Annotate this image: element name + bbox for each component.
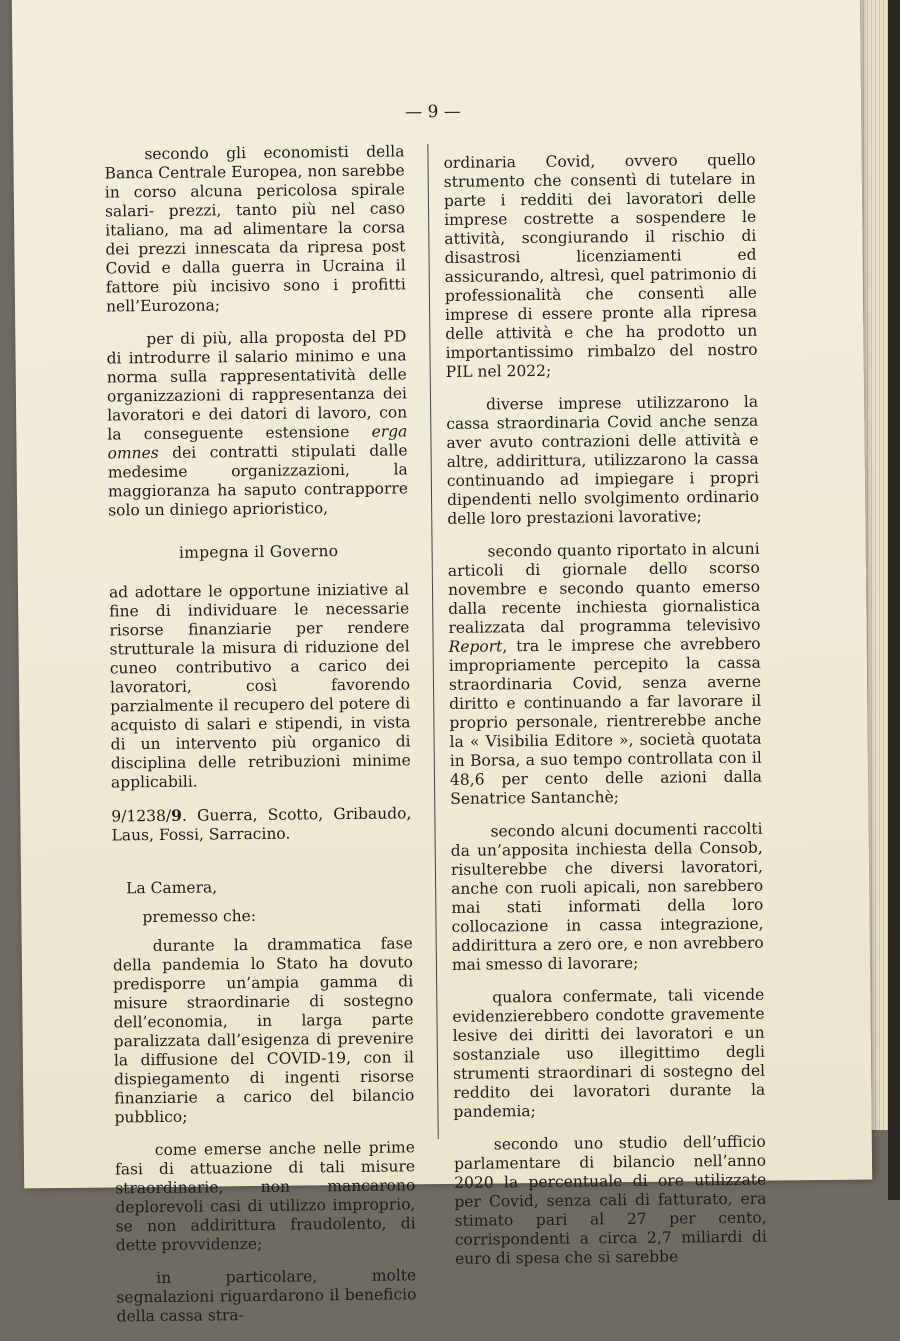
paragraph: in particolare, molte segnalazioni riguardarono il beneficio della cassa stra- [116, 1266, 417, 1326]
paragraph: secondo uno studio dell’ufficio parlamentare di bilancio nell’anno 2020 la percentuale di ore utilizzate per Covid, senza cali di fatturato, era stimato pari al 27 per cento, corrispondenti a circa 2,7 miliardi di euro di spesa che si sarebbe [453, 1132, 767, 1268]
motion-number: 9/1238/ [111, 806, 172, 826]
paragraph-text: per di più, alla proposta del PD di introdurre il salario minimo e una norma sulla rappresentatività delle organizzazioni di rappresentanza dei lavoratori e dei datori di lavoro, con la conseguente estensione [106, 327, 408, 444]
paragraph: ad adottare le opportune iniziative al fine di individuare le necessarie risorse finanziarie per rendere strutturale la misura di riduzione del cuneo contributivo a carico dei lavoratori, così favorendo parzialmente il recupero del potere di acquisto di salari e stipendi, in vista di un intervento più organico di disciplina delle retribuzioni minime applicabili. [108, 580, 411, 792]
camera-heading: La Camera, [126, 878, 218, 898]
italic-term: erga omnes [107, 422, 408, 463]
paragraph [448, 540, 763, 809]
paragraph-text: , tra le imprese che avrebbero impropriamente percepito la cassa straordinaria Covid, senza averne diritto e continuando a far lavorare il proprio personale, rientrerebbe anche la « Visibilia Editore », società quotata in Borsa, a suo tempo controllata con il 48,6 per cento delle azioni dalla Senatrice Santanchè; [448, 634, 763, 808]
motion-signatories: . Guerra, Scotto, Gribaudo, Laus, Fossi, Sarracino. [111, 804, 412, 845]
page-number: — 9 — [405, 101, 461, 123]
paragraph-text: dei contratti stipulati dalle medesime organizzazioni, la maggioranza ha saputo contrapporre solo un diniego aprioristico, [107, 441, 409, 520]
motion-number-bold: 9 [171, 805, 183, 825]
document-page [12, 0, 872, 1326]
paragraph [106, 327, 408, 520]
desk-background [888, 0, 900, 1200]
paragraph-text: secondo quanto riportato in alcuni articoli di giornale dello scorso novembre e secondo quanto emerso dalla recente inchiesta giornalistica realizzata dal programma televisivo [447, 539, 761, 637]
paragraph: durante la drammatica fase della pandemia lo Stato ha dovuto predisporre un’ampia gamma di misure straordinarie di sostegno dell’economia, in larga parte paralizzata dall’esigenza di prevenire la diffusione del COVID-19, con il dispiegamento di ingenti risorse finanziarie a carico del bilancio pubblico; [112, 934, 415, 1127]
paragraph: ordinaria Covid, ovvero quello strumento che consentì di tutelare in parte i redditi dei lavoratori delle imprese costrette a sospendere le attività, scongiurando il rischio di disastrosi licenziamenti ed assicurando, altresì, quel patrimonio di professionalità che consentì alle imprese di essere pronte alla ripresa delle attività e che ha prodotto un importantissimo rimbalzo del nostro PIL nel 2022; [443, 150, 758, 381]
premesso-heading: premesso che: [142, 906, 257, 927]
paragraph: qualora confermate, tali vicende evidenzierebbero condotte gravemente lesive dei diritti dei lavoratori e un sostanziale uso illegittimo degli strumenti straordinari di sostegno del reddito dei lavoratori durante la pandemia; [452, 985, 766, 1121]
paragraph: secondo alcuni documenti raccolti da un’apposita inchiesta della Consob, risulterebbe che diversi lavoratori, anche con ruoli apicali, non sarebbero mai stati informati della loro collocazione in cassa integrazione, addirittura a zero ore, e non avrebbero mai smesso di lavorare; [450, 819, 764, 974]
motion-heading [111, 803, 411, 845]
italic-term: Report [448, 637, 503, 656]
paragraph: secondo gli economisti della Banca Centrale Europea, non sarebbe in corso alcuna pericolosa spirale salari- prezzi, tanto più nel caso italiano, ma ad alimentare la corsa dei prezzi innescata da ripresa post Covid e dalla guerra in Ucraina il fattore più incisivo sono i profitti nell’Eurozona; [104, 142, 406, 316]
column-divider [427, 144, 438, 1139]
paragraph: come emerse anche nelle prime fasi di attuazione di tali misure straordinarie, non mancarono deplorevoli casi di utilizzo improprio, se non addirittura fraudolento, di dette provvidenze; [114, 1138, 416, 1255]
right-column [443, 151, 767, 1283]
impegna-heading: impegna il Governo [178, 542, 339, 562]
left-column [104, 142, 416, 1340]
paragraph: diverse imprese utilizzarono la cassa straordinaria Covid anche senza aver avuto contrazioni delle attività e altre, addirittura, utilizzarono la cassa continuando ad impiegare i propri dipendenti nello svolgimento ordinario delle loro prestazioni lavorative; [446, 392, 760, 528]
